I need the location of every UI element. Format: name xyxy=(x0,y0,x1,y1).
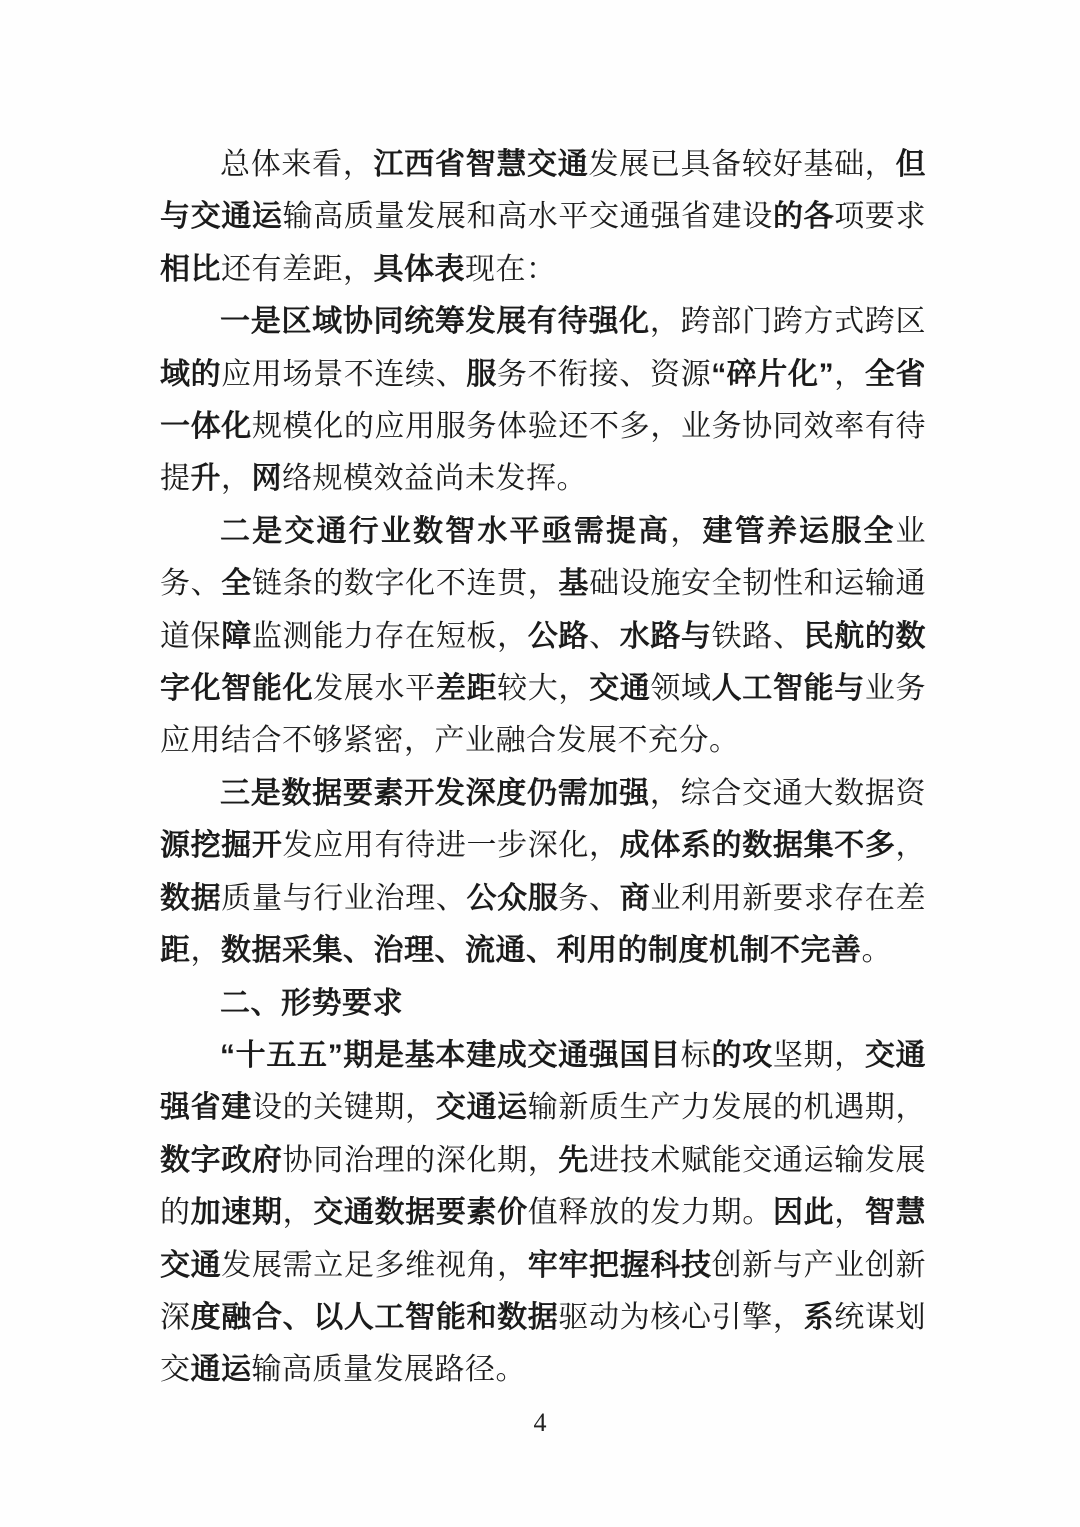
text-run-bold: 距 xyxy=(160,934,191,968)
text-run: 进技术赋能交通运输发展的 xyxy=(160,1143,927,1230)
text-run: 输新质生产力发展的机遇期， xyxy=(527,1091,926,1125)
text-run: 标 xyxy=(680,1038,712,1072)
page-number: 4 xyxy=(533,1408,547,1437)
text-run: ， xyxy=(282,1196,314,1230)
text-run-bold: 加速期 xyxy=(190,1196,283,1230)
text-run-bold: 智慧交通 xyxy=(160,1196,927,1282)
text-run-bold: 全 xyxy=(221,567,252,601)
text-run: ， xyxy=(834,357,865,391)
text-run: 发展已具备较好基础， xyxy=(588,148,896,181)
text-run-bold: 人工智能与 xyxy=(711,672,865,706)
text-run-bold: 因此 xyxy=(772,1196,835,1230)
text-run-bold: 三是数据要素开发深度仍需加强 xyxy=(220,776,650,810)
text-run-bold: 源挖掘开 xyxy=(160,829,283,863)
text-run: 值释放的发力期。 xyxy=(527,1196,773,1230)
text-run-bold: 网 xyxy=(251,462,282,496)
text-run: 链条的数字化不连贯， xyxy=(251,567,559,601)
text-run: 创新与产业创新深 xyxy=(160,1248,927,1334)
text-run-bold: 一是区域协同统筹发展有待强化 xyxy=(220,305,650,339)
text-run-bold: 具体表 xyxy=(373,252,465,286)
text-run-bold: 数据采集、治理、流通、利用的制度机制不完善 xyxy=(221,934,862,968)
text-run-bold: 交通 xyxy=(589,672,651,706)
text-run: 业务应用结合不够紧密，产业融合发展不充分。 xyxy=(160,672,927,758)
text-run: 统谋划交 xyxy=(160,1300,927,1387)
text-run: 规模化的应用服务体验还不多，业务协同效率有待提 xyxy=(160,410,926,496)
paragraph-4 xyxy=(160,768,926,978)
text-run: 输高质量发展路径。 xyxy=(251,1353,526,1387)
text-run: 监测能力存在短板， xyxy=(251,619,528,653)
text-run: 质量与行业治理、 xyxy=(221,881,467,915)
text-run: 输高质量发展和高水平交通强省建设 xyxy=(282,200,773,234)
text-run-bold: 通运 xyxy=(190,1353,252,1387)
text-run: 现在： xyxy=(465,252,557,286)
text-run-bold: 水路与 xyxy=(619,619,712,653)
paragraph-2 xyxy=(160,296,926,506)
text-run: 总体来看， xyxy=(220,148,374,181)
text-run: 坚期， xyxy=(772,1038,865,1072)
text-run: 领域 xyxy=(650,672,712,706)
text-run: 发展水平 xyxy=(313,672,436,706)
text-run: ，综合交通大数据资 xyxy=(649,776,927,810)
text-run-bold: 全省一体化 xyxy=(160,357,927,444)
text-run: ， xyxy=(834,1196,865,1230)
text-run-bold: 度融合、以人工智能和数据 xyxy=(190,1300,559,1334)
text-run-bold: 但与交通运 xyxy=(160,148,927,234)
text-run-bold: “碎片化” xyxy=(711,357,835,391)
text-run: 应用场景不连续、 xyxy=(221,357,467,391)
text-run: 务、 xyxy=(558,881,620,915)
text-run-bold: 的各 xyxy=(772,200,835,234)
text-run-bold: 先 xyxy=(558,1143,590,1177)
text-run-bold: 域的 xyxy=(160,357,222,391)
text-run: 础设施安全韧性和运输通道保 xyxy=(160,567,927,653)
text-run-bold: 二、形势要求 xyxy=(220,986,403,1020)
text-run-bold: 数据 xyxy=(160,881,222,915)
text-run: 业务、 xyxy=(160,514,927,601)
text-run-bold: 升 xyxy=(190,462,221,496)
text-run-bold: 公路 xyxy=(527,619,590,653)
text-run-bold: 公众服 xyxy=(466,881,559,915)
text-run-bold: 成体系的数据集不多 xyxy=(619,829,896,863)
text-run-bold: 建管养运服全 xyxy=(702,514,896,548)
text-run-bold: 交通运 xyxy=(435,1091,528,1125)
text-run: 协同治理的深化期， xyxy=(282,1143,559,1177)
text-run-bold: 障 xyxy=(221,619,252,653)
text-run-bold: 系 xyxy=(803,1300,835,1334)
text-run: ， xyxy=(221,462,252,496)
text-run: 发展需立足多维视角， xyxy=(221,1248,528,1282)
text-run: 、 xyxy=(589,619,620,653)
text-run-bold: 交通强省建 xyxy=(160,1038,927,1125)
text-run: 发应用有待进一步深化， xyxy=(282,829,620,863)
text-run: 铁路、 xyxy=(711,619,804,653)
text-run: 。 xyxy=(861,934,892,968)
text-run: 还有差距， xyxy=(221,252,374,286)
text-run-bold: 牢牢把握科技 xyxy=(527,1248,712,1282)
text-run-bold: “十五五”期是基本建成交通强国目 xyxy=(220,1038,681,1072)
text-run: 较大， xyxy=(497,672,590,706)
text-run-bold: 差距 xyxy=(435,672,498,706)
text-run: 设的关键期， xyxy=(251,1091,436,1125)
text-run-bold: 民航的数字化智能化 xyxy=(160,619,927,706)
paragraph-1 xyxy=(160,139,926,296)
text-run-bold: 二是交通行业数智水平亟需提高 xyxy=(220,514,671,548)
text-run-bold: 商 xyxy=(619,881,651,915)
text-run-bold: 相比 xyxy=(160,252,221,286)
text-run-bold: 交通数据要素价 xyxy=(313,1196,528,1230)
document-body xyxy=(160,139,926,1397)
text-run: ，跨部门跨方式跨区 xyxy=(649,305,927,339)
text-run-bold: 数字政府 xyxy=(160,1143,283,1177)
text-run-bold: 服 xyxy=(466,357,497,391)
text-run-bold: 的攻 xyxy=(711,1038,773,1072)
text-run-bold: 基 xyxy=(558,567,590,601)
text-run: ， xyxy=(670,514,703,548)
text-run: 业利用新要求存在差 xyxy=(650,881,927,915)
text-run-bold: 江西省智慧交通 xyxy=(373,148,589,181)
paragraph-6 xyxy=(160,1030,926,1397)
text-run: ， xyxy=(190,934,221,968)
paragraph-3 xyxy=(160,506,926,768)
text-run: 项要求 xyxy=(834,200,927,234)
section-heading xyxy=(160,978,926,1030)
text-run: 务不衔接、资源 xyxy=(496,357,712,391)
text-run: ， xyxy=(895,829,927,863)
text-run: 络规模效益尚未发挥。 xyxy=(282,462,587,496)
text-run: 驱动为核心引擎， xyxy=(558,1300,804,1334)
